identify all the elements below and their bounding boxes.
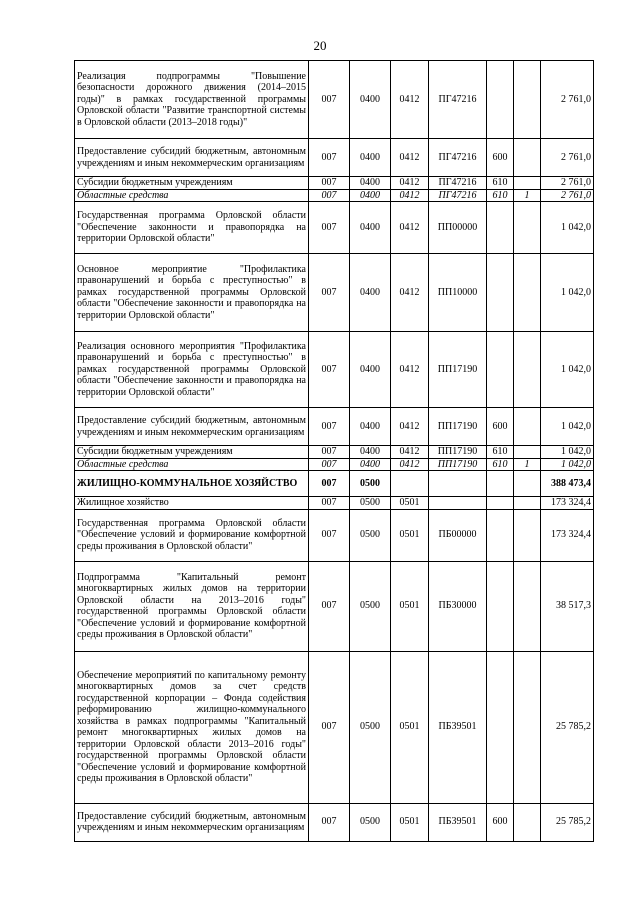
row-name: Предоставление субсидий бюджетным, автономным учреждениям и иным некоммерческим организациям [75, 139, 309, 177]
row-amount: 173 324,4 [541, 509, 594, 561]
row-target-article: ПП17190 [429, 332, 487, 408]
page-number: 20 [313, 38, 327, 53]
row-subsection: 0412 [391, 408, 429, 446]
table-row [75, 254, 594, 332]
row-section: 0400 [350, 446, 391, 459]
row-funding-source [514, 509, 541, 561]
row-funding-source [514, 177, 541, 190]
row-section: 0500 [350, 803, 391, 841]
row-expense-type [487, 497, 514, 510]
row-name: Предоставление субсидий бюджетным, автономным учреждениям и иным некоммерческим организациям [75, 803, 309, 841]
row-code: 007 [309, 458, 350, 471]
row-target-article: ПБ39501 [429, 651, 487, 803]
row-code: 007 [309, 651, 350, 803]
row-name: Субсидии бюджетным учреждениям [75, 446, 309, 459]
table-row [75, 177, 594, 190]
table-row [75, 471, 594, 497]
row-name: ЖИЛИЩНО-КОММУНАЛЬНОЕ ХОЗЯЙСТВО [75, 471, 309, 497]
row-section: 0400 [350, 177, 391, 190]
row-code: 007 [309, 139, 350, 177]
row-subsection: 0412 [391, 254, 429, 332]
row-section: 0400 [350, 61, 391, 139]
row-subsection: 0412 [391, 458, 429, 471]
row-section: 0400 [350, 189, 391, 202]
table-row [75, 458, 594, 471]
table-row [75, 509, 594, 561]
row-section: 0500 [350, 561, 391, 651]
row-expense-type: 610 [487, 177, 514, 190]
budget-table [74, 60, 594, 842]
row-target-article: ПП00000 [429, 202, 487, 254]
table-row [75, 651, 594, 803]
row-name: Жилищное хозяйство [75, 497, 309, 510]
row-subsection: 0412 [391, 202, 429, 254]
row-subsection: 0412 [391, 332, 429, 408]
row-target-article: ПГ47216 [429, 139, 487, 177]
table-row [75, 561, 594, 651]
table-row [75, 332, 594, 408]
row-code: 007 [309, 254, 350, 332]
row-code: 007 [309, 408, 350, 446]
row-amount: 2 761,0 [541, 139, 594, 177]
row-section: 0500 [350, 509, 391, 561]
row-subsection: 0412 [391, 446, 429, 459]
row-funding-source [514, 651, 541, 803]
row-name: Государственная программа Орловской области "Обеспечение законности и правопорядка на территории Орловской области" [75, 202, 309, 254]
row-amount: 2 761,0 [541, 61, 594, 139]
row-name: Основное мероприятие "Профилактика правонарушений и борьба с преступностью" в рамках государственной программы Орловской области "Обеспечение законности и правопорядка на территории Орловской области" [75, 254, 309, 332]
row-target-article: ПГ47216 [429, 189, 487, 202]
row-expense-type [487, 332, 514, 408]
row-funding-source [514, 446, 541, 459]
row-subsection: 0501 [391, 509, 429, 561]
row-subsection [391, 471, 429, 497]
row-section: 0500 [350, 471, 391, 497]
row-section: 0400 [350, 332, 391, 408]
row-code: 007 [309, 61, 350, 139]
row-name: Реализация подпрограммы "Повышение безопасности дорожного движения (2014–2015 годы)" в рамках государственной программы Орловской области "Развитие транспортной системы в Орловской области (2013–2018 годы)" [75, 61, 309, 139]
table-row [75, 408, 594, 446]
row-funding-source [514, 803, 541, 841]
row-funding-source [514, 497, 541, 510]
row-funding-source [514, 332, 541, 408]
row-code: 007 [309, 202, 350, 254]
row-subsection: 0412 [391, 189, 429, 202]
row-target-article: ПП17190 [429, 446, 487, 459]
row-amount: 25 785,2 [541, 803, 594, 841]
row-expense-type: 610 [487, 458, 514, 471]
row-section: 0400 [350, 202, 391, 254]
row-name: Субсидии бюджетным учреждениям [75, 177, 309, 190]
row-target-article: ПП10000 [429, 254, 487, 332]
row-funding-source [514, 471, 541, 497]
row-funding-source [514, 61, 541, 139]
row-amount: 1 042,0 [541, 408, 594, 446]
row-name: Областные средства [75, 189, 309, 202]
row-code: 007 [309, 332, 350, 408]
row-subsection: 0501 [391, 561, 429, 651]
row-name: Подпрограмма "Капитальный ремонт многоквартирных жилых домов на территории Орловской области на 2013–2016 годы" государственной программы Орловской области "Обеспечение условий и формирование комфортной среды проживания в Орловской области" [75, 561, 309, 651]
row-expense-type [487, 61, 514, 139]
row-amount: 173 324,4 [541, 497, 594, 510]
row-expense-type [487, 509, 514, 561]
row-subsection: 0501 [391, 497, 429, 510]
row-funding-source [514, 408, 541, 446]
row-name: Реализация основного мероприятия "Профилактика правонарушений и борьба с преступностью" в рамках государственной программы Орловской области "Обеспечение законности и правопорядка на территории Орловской области" [75, 332, 309, 408]
row-name: Областные средства [75, 458, 309, 471]
row-name: Государственная программа Орловской области "Обеспечение условий и формирование комфортной среды проживания в Орловской области" [75, 509, 309, 561]
row-expense-type: 600 [487, 803, 514, 841]
row-funding-source [514, 202, 541, 254]
row-target-article: ПБ00000 [429, 509, 487, 561]
row-target-article: ПП17190 [429, 458, 487, 471]
table-row [75, 139, 594, 177]
row-expense-type [487, 202, 514, 254]
row-target-article: ПБ30000 [429, 561, 487, 651]
row-funding-source: 1 [514, 189, 541, 202]
row-section: 0400 [350, 139, 391, 177]
row-target-article: ПП17190 [429, 408, 487, 446]
row-name: Предоставление субсидий бюджетным, автономным учреждениям и иным некоммерческим организациям [75, 408, 309, 446]
row-funding-source [514, 561, 541, 651]
row-expense-type [487, 651, 514, 803]
table-row [75, 189, 594, 202]
row-funding-source: 1 [514, 458, 541, 471]
table-row [75, 803, 594, 841]
row-target-article: ПГ47216 [429, 61, 487, 139]
row-amount: 1 042,0 [541, 446, 594, 459]
row-code: 007 [309, 177, 350, 190]
row-code: 007 [309, 471, 350, 497]
row-code: 007 [309, 509, 350, 561]
table-row [75, 497, 594, 510]
row-target-article: ПГ47216 [429, 177, 487, 190]
row-name: Обеспечение мероприятий по капитальному ремонту многоквартирных домов за счет средств государственной корпорации – Фонда содействия реформированию жилищно-коммунального хозяйства в рамках подпрограммы "Капитальный ремонт многоквартирных жилых домов на территории Орловской области 2013–2016 годы" государственной программы Орловской области "Обеспечение условий и формирование комфортной среды проживания в Орловской области" [75, 651, 309, 803]
row-expense-type: 600 [487, 139, 514, 177]
row-amount: 388 473,4 [541, 471, 594, 497]
row-amount: 38 517,3 [541, 561, 594, 651]
row-subsection: 0412 [391, 139, 429, 177]
row-section: 0500 [350, 497, 391, 510]
row-target-article [429, 497, 487, 510]
row-section: 0500 [350, 651, 391, 803]
row-funding-source [514, 254, 541, 332]
row-expense-type: 610 [487, 446, 514, 459]
table-row [75, 446, 594, 459]
row-code: 007 [309, 561, 350, 651]
row-section: 0400 [350, 458, 391, 471]
row-code: 007 [309, 803, 350, 841]
table-row [75, 202, 594, 254]
table-row [75, 61, 594, 139]
row-code: 007 [309, 189, 350, 202]
row-subsection: 0412 [391, 177, 429, 190]
row-amount: 1 042,0 [541, 458, 594, 471]
row-amount: 1 042,0 [541, 332, 594, 408]
row-amount: 1 042,0 [541, 202, 594, 254]
row-code: 007 [309, 446, 350, 459]
row-expense-type [487, 254, 514, 332]
row-expense-type: 600 [487, 408, 514, 446]
row-expense-type [487, 561, 514, 651]
row-code: 007 [309, 497, 350, 510]
row-section: 0400 [350, 254, 391, 332]
row-target-article: ПБ39501 [429, 803, 487, 841]
row-subsection: 0501 [391, 803, 429, 841]
row-amount: 2 761,0 [541, 177, 594, 190]
row-target-article [429, 471, 487, 497]
row-amount: 1 042,0 [541, 254, 594, 332]
row-subsection: 0501 [391, 651, 429, 803]
row-expense-type: 610 [487, 189, 514, 202]
row-amount: 25 785,2 [541, 651, 594, 803]
row-subsection: 0412 [391, 61, 429, 139]
row-section: 0400 [350, 408, 391, 446]
row-funding-source [514, 139, 541, 177]
row-amount: 2 761,0 [541, 189, 594, 202]
row-expense-type [487, 471, 514, 497]
